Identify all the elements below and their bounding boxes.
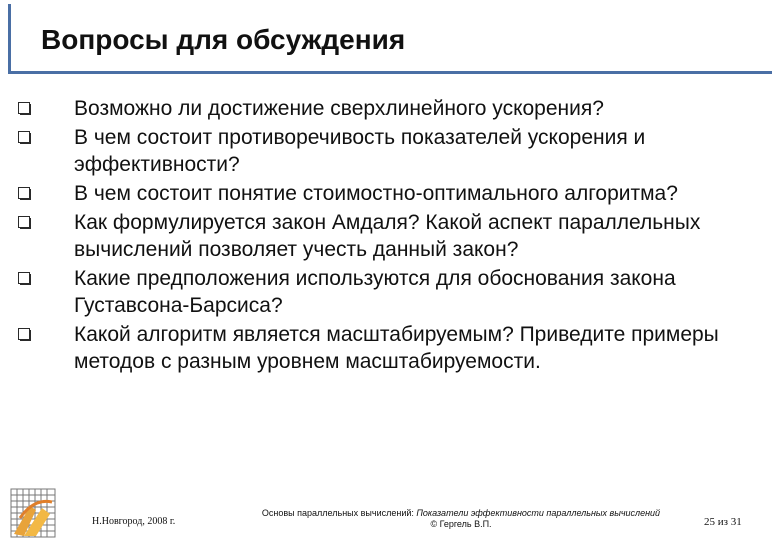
slide-title: Вопросы для обсуждения <box>41 24 406 55</box>
page-number: 25 из 31 <box>704 516 742 528</box>
bullet-text: Как формулируется закон Амдаля? Какой аспект параллельных вычислений позволяет учесть данный закон? <box>74 211 701 261</box>
footer-city-date: Н.Новгород, 2008 г. <box>92 516 176 527</box>
footer-course-topic: Показатели эффективности параллельных вычислений <box>416 508 661 518</box>
checkbox-bullet-icon <box>18 187 32 201</box>
checkbox-bullet-icon <box>18 272 32 286</box>
university-logo-icon <box>10 488 56 538</box>
bullet-text: Какие предположения используются для обоснования закона Густавсона-Барсиса? <box>74 267 676 317</box>
bullet-item <box>18 209 758 263</box>
bullet-text: В чем состоит противоречивость показателей ускорения и эффективности? <box>74 126 646 176</box>
bullet-text: Возможно ли достижение сверхлинейного ускорения? <box>74 97 604 120</box>
bullet-item <box>18 180 758 207</box>
bullet-text: В чем состоит понятие стоимостно-оптимального алгоритма? <box>74 182 678 205</box>
checkbox-bullet-icon <box>18 131 32 145</box>
checkbox-bullet-icon <box>18 216 32 230</box>
bullet-item <box>18 265 758 319</box>
footer-course <box>256 508 666 530</box>
checkbox-bullet-icon <box>18 328 32 342</box>
bullet-item <box>18 321 758 375</box>
bullet-item <box>18 95 758 122</box>
bullet-item <box>18 124 758 178</box>
title-bar <box>8 4 772 74</box>
footer-copyright: © Гергель В.П. <box>430 519 492 529</box>
bullet-text: Какой алгоритм является масштабируемым? Приведите примеры методов с разным уровнем масштабируемости. <box>74 323 719 373</box>
footer-course-prefix: Основы параллельных вычислений: <box>261 508 417 518</box>
checkbox-bullet-icon <box>18 102 32 116</box>
slide-footer <box>0 484 780 540</box>
bullet-list <box>18 95 758 377</box>
